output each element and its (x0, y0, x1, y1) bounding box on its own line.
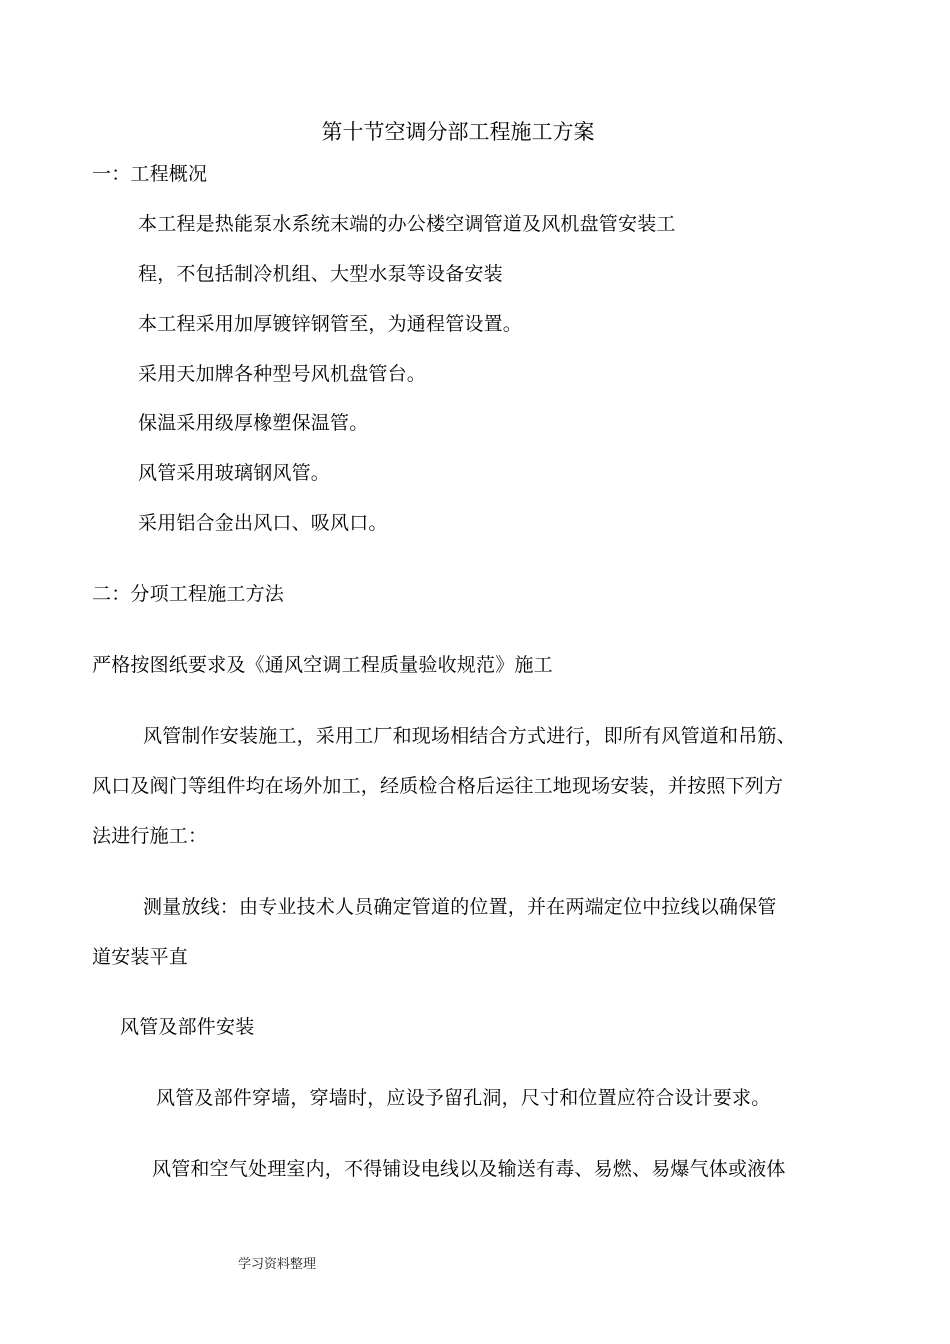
survey-paragraph-line: 道安装平直 (92, 946, 189, 968)
duct-room-paragraph: 风管和空气处理室内，不得铺设电线以及输送有毒、易燃、易爆气体或液体 (152, 1158, 786, 1180)
survey-paragraph-line: 测量放线：由专业技术人员确定管道的位置，并在两端定位中拉线以确保管 (143, 896, 777, 918)
overview-line: 采用天加牌各种型号风机盘管台。 (138, 363, 427, 385)
overview-line: 本工程采用加厚镀锌钢管至，为通程管设置。 (138, 313, 523, 335)
overview-line: 保温采用级厚橡塑保温管。 (138, 412, 369, 434)
method-paragraph-line: 风口及阀门等组件均在场外加工，经质检合格后运往工地现场安装，并按照下列方 (92, 775, 784, 797)
footer-note: 学习资料整理 (238, 1257, 317, 1272)
overview-line: 采用铝合金出风口、吸风口。 (138, 512, 388, 534)
section-heading-overview: 一：工程概况 (92, 163, 208, 185)
overview-line: 程，不包括制冷机组、大型水泵等设备安装 (138, 263, 503, 285)
overview-line: 本工程是热能泵水系统末端的办公楼空调管道及风机盘管安装工 (138, 213, 676, 235)
method-paragraph-line: 法进行施工： (92, 825, 208, 847)
section-heading-methods: 二：分项工程施工方法 (92, 583, 285, 605)
subheading-duct-installation: 风管及部件安装 (120, 1016, 255, 1038)
overview-line: 风管采用玻璃钢风管。 (138, 462, 331, 484)
duct-wall-paragraph: 风管及部件穿墙，穿墙时，应设予留孔洞，尺寸和位置应符合设计要求。 (156, 1087, 771, 1109)
standard-line: 严格按图纸要求及《通风空调工程质量验收规范》施工 (92, 654, 553, 676)
page-title: 第十节空调分部工程施工方案 (321, 120, 595, 144)
method-paragraph-line: 风管制作安装施工，采用工厂和现场相结合方式进行，即所有风管道和吊筋、 (143, 725, 796, 747)
